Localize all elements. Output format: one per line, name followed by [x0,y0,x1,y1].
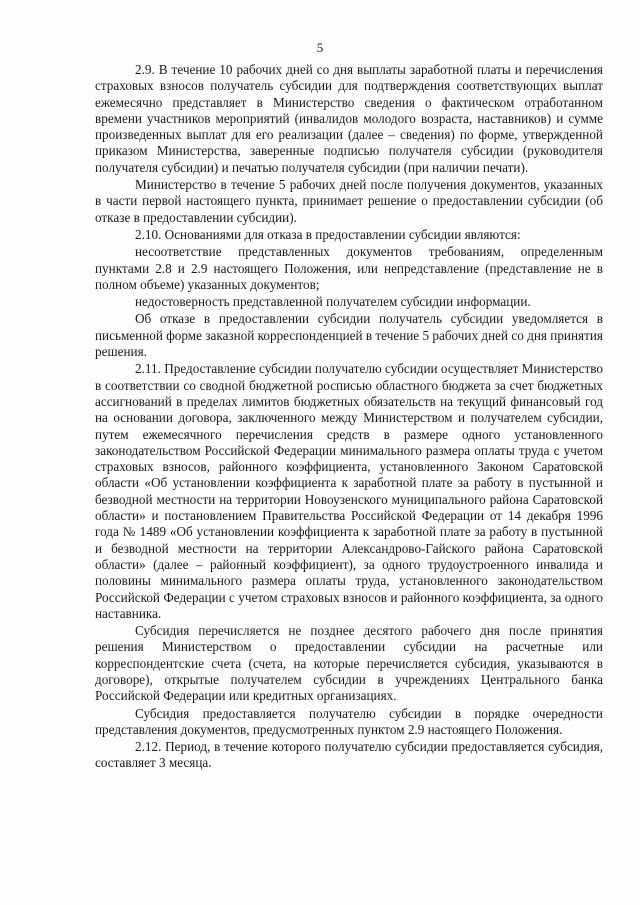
document-body [95,62,603,772]
paragraph-2-11: 2.11. Предоставление субсидии получателю субсидии осуществляет Министерство в соответствии со сводной бюджетной росписью областного бюджета за счет бюджетных ассигнований в пределах лимитов бюджетных обязательств на текущий финансовый год на основании договора, заключенного между Министерством и получателем субсидии, путем ежемесячного перечисления средств в размере одного установленного законодательством Российской Федерации минимального размера оплаты труда с учетом страховых взносов, районного коэффициента, установленного Законом Саратовской области «Об установлении коэффициента к заработной плате за работу в пустынной и безводной местности на территории Новоузенского муниципального района Саратовской области» и постановлением Правительства Российской Федерации от 14 декабря 1996 года № 1489 «Об установлении коэффициента к заработной плате за работу в пустынной и безводной местности на территории Александрово-Гайского района Саратовской области» (далее – районный коэффициент), за одного трудоустроенного инвалида и половины минимального размера оплаты труда, установленного законодательством Российской Федерации с учетом страховых взносов и районного коэффициента, за одного наставника. [95,361,603,621]
paragraph-2-11-transfer: Субсидия перечисляется не позднее десятого рабочего дня после принятия решения Министерством о предоставлении субсидии на расчетные или корреспондентские счета (счета, на которые перечисляется субсидия, указываются в договоре), открытые получателем субсидии в учреждениях Центрального банка Российской Федерации или кредитных организациях. [95,623,603,704]
paragraph-2-9-decision: Министерство в течение 5 рабочих дней после получения документов, указанных в части первой настоящего пункта, принимает решение о предоставлении субсидии (об отказе в предоставлении субсидии). [95,177,603,225]
paragraph-2-9: 2.9. В течение 10 рабочих дней со дня выплаты заработной платы и перечисления страховых взносов получатель субсидии для подтверждения соответствующих выплат ежемесячно представляет в Министерство сведения о фактическом отработанном времени участников мероприятий (инвалидов молодого возраста, наставников) и сумме произведенных выплат для его реализации (далее – сведения) по форме, утвержденной приказом Министерства, заверенные подписью получателя субсидии (руководителя получателя субсидии) и печатью получателя субсидии (при наличии печати). [95,62,603,175]
paragraph-2-12: 2.12. Период, в течение которого получателю субсидии предоставляется субсидия, составляет 3 месяца. [95,739,603,771]
paragraph-2-10-item-2: недостоверность представленной получателем субсидии информации. [135,294,531,310]
paragraph-2-11-order: Субсидия предоставляется получателю субсидии в порядке очередности представления документов, предусмотренных пунктом 2.9 настоящего Положения. [95,705,603,737]
page-number: 5 [316,40,324,55]
paragraph-2-10-notice: Об отказе в предоставлении субсидии получатель субсидии уведомляется в письменной форме заказной корреспонденцией в течение 5 рабочих дней со дня принятия решения. [95,311,603,360]
paragraph-2-10: 2.10. Основаниями для отказа в предоставлении субсидии являются: [135,226,521,242]
paragraph-2-10-item-1: несоответствие представленных документов требованиям, определенным пунктами 2.8 и 2.9 настоящего Положения, или непредставление (представление не в полном объеме) указанных документов; [95,244,603,292]
